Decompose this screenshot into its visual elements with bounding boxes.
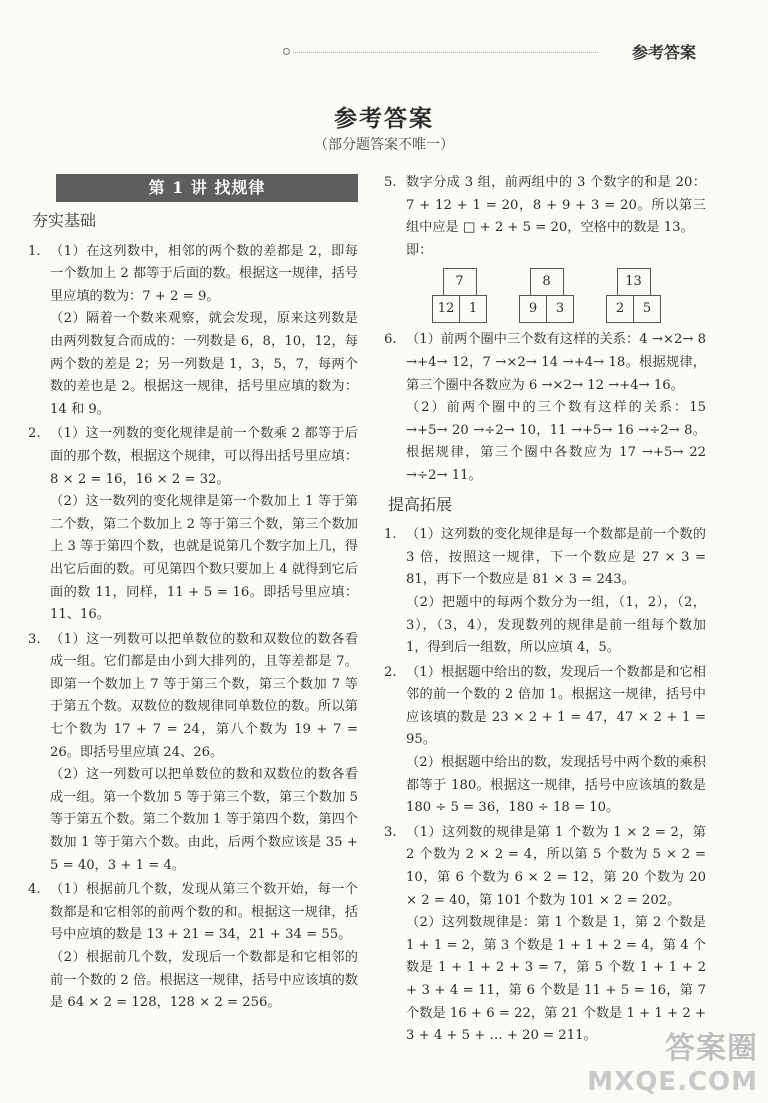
answer-number: 5. (384, 175, 397, 190)
answer-number: 2. (384, 664, 397, 680)
triangle-bottom-cell: 2 (606, 295, 634, 323)
triangle-top-cell: 8 (530, 268, 564, 296)
answer-paragraph: （2）根据前几个数，发现后一个数都是和它相邻的前一个数的 2 倍。根据这一规律，括号中应该填的数是 64 × 2 = 128，128 × 2 = 256。 (50, 950, 358, 1011)
running-header: 参考答案 (631, 43, 696, 62)
left-column (28, 174, 358, 1017)
triangle-bottom-cell: 9 (519, 295, 547, 323)
answer-item (28, 879, 358, 1015)
answer-item (384, 662, 706, 820)
triangle-bottom-row (606, 295, 661, 323)
answer-paragraph: 数字分成 3 组，前两组中的 3 个数字的和是 20：7 + 12 + 1 = 20，8 + 9 + 3 = 20。所以第三组中应是 □ + 2 + 5 = 20，空格中的数是 13。 (406, 175, 706, 236)
answer-item (28, 629, 358, 878)
answer-paragraph: （1）在这列数中，相邻的两个数的差都是 2，即每一个数加上 2 都等于后面的数。根据这一规律，括号里应填的数为：7 + 2 = 9。 (50, 243, 358, 304)
watermark-logo (587, 1023, 758, 1097)
answer-paragraph: （1）这列数的规律是第 1 个数为 1 × 2 = 2，第 2 个数为 2 × 2 = 4，所以第 5 个数为 5 × 2 = 10，第 6 个数为 6 × 2 = 12，第 20 个数为 20 × 2 = 40，第 101 个数为 101 × 2 = 202。 (406, 824, 706, 908)
answer-paragraph: （2）根据题中给出的数，发现括号中两个数的乘积都等于 180。根据这一规律，括号中应该填的数是 180 ÷ 5 = 36，180 ÷ 18 = 10。 (406, 755, 706, 816)
answer-number: 3. (28, 631, 41, 647)
answer-paragraph: （1）这一列数的变化规律是前一个数乘 2 都等于后面的那个数，根据这个规律，可以得出括号里应填：8 × 2 = 16，16 × 2 = 32。 (50, 426, 358, 487)
answer-number: 6. (384, 332, 397, 348)
number-triangle (606, 268, 661, 323)
section-heading-basic: 夯实基础 (32, 211, 97, 230)
answer-paragraph: （1）根据题中给出的数，发现后一个数都是和它相邻的前一个数的 2 倍加 1。根据这一规律，括号中应该填的数是 23 × 2 + 1 = 47，47 × 2 + 1 = 95。 (406, 664, 706, 748)
triangle-bottom-cell: 1 (459, 295, 487, 323)
watermark-text: 答案圈 (665, 1031, 758, 1066)
answer-paragraph: （2）隔着一个数来观察，就会发现，原来这列数是由两列数复合而成的：一列数是 6，8，10，12，每两个数的差是 2；另一列数是 1，3，5，7，每两个数的差也是 2。根据这一规律，括号里应填的数为：14 和 9。 (50, 311, 358, 417)
answer-item (384, 822, 706, 1048)
header-rule (293, 52, 598, 53)
triangle-bottom-row (432, 295, 487, 323)
triangle-bottom-row (519, 295, 574, 323)
answer-paragraph: 即： (406, 242, 433, 258)
answer-paragraph: （2）把题中的每两个数分为一组，（1，2），（2，3），（3，4），发现数列的规律是前一组每个数加 1，得到后一组数，所以应填 4，5。 (406, 594, 706, 656)
answer-list-5 (384, 172, 706, 262)
answer-paragraph: （1）前两个圈中三个数有这样的关系：4 →×2→ 8 →+4→ 12，7 →×2→ 14 →+4→ 18。根据规律，第三个圈中各数应为 6 →×2→ 12 →+4→ 16。 (406, 332, 706, 393)
answer-number: 1. (28, 243, 41, 259)
watermark-url: MXQE.COM (587, 1067, 758, 1097)
answer-number: 3. (384, 824, 397, 840)
answer-list-6 (384, 329, 706, 487)
advanced-answer-list (384, 524, 706, 1048)
lecture-banner: 第 1 讲 找规律 (56, 174, 358, 202)
answer-item (28, 423, 358, 626)
page-subtitle: （部分题答案不唯一） (314, 137, 454, 153)
triangle-bottom-cell: 5 (633, 295, 661, 323)
answer-paragraph: （2）这一数列的变化规律是第一个数加上 1 等于第二个数，第二个数加上 2 等于第三个数，第三个数加上 3 等于第四个数，也就是说第几个数字加上几，得出它后面的数。可见第四个数只要加上 4 就得到它后面的数 11，同样，11 + 5 = 16。即括号里应填：11、16。 (50, 494, 358, 623)
number-triangle (432, 268, 487, 323)
answer-paragraph: （1）根据前几个数，发现从第三个数开始，每一个数都是和它相邻的前两个数的和。根据这一规律，括号中应填的数是 13 + 21 = 34，21 + 34 = 55。 (50, 882, 358, 943)
answer-paragraph: （1）这一列数可以把单数位的数和双数位的数各看成一组。它们都是由小到大排列的，且等差都是 7。即第一个数加上 7 等于第三个数，第三个数加 7 等于第五个数。双数位的数规律同单数位的数。所以第七个数为 17 + 7 = 24，第八个数为 19 + 7 = 26。即括号里应填 24、26。 (50, 631, 358, 760)
triangle-top-cell: 13 (617, 268, 651, 296)
answer-item (384, 329, 706, 487)
section-heading-advanced: 提高拓展 (388, 494, 453, 514)
right-column (384, 172, 706, 1050)
answer-number: 4. (28, 882, 41, 898)
triangle-top-cell: 7 (443, 268, 477, 296)
answer-paragraph: （1）这列数的变化规律是每一个数都是前一个数的 3 倍，按照这一规律，下一个数应是 27 × 3 = 81，再下一个数应是 81 × 3 = 243。 (406, 527, 706, 588)
number-diagrams (432, 268, 706, 323)
triangle-bottom-cell: 12 (432, 295, 460, 323)
page-title: 参考答案 (334, 105, 434, 132)
number-triangle (519, 268, 574, 323)
answer-item (384, 524, 706, 660)
triangle-bottom-cell: 3 (546, 295, 574, 323)
answer-paragraph: （2）前两个圈中的三个数有这样的关系：15 →+5→ 20 →÷2→ 10，11 →+5→ 16 →÷2→ 8。根据规律，第三个圈中各数应为 17 →+5→ 22 →÷2→ 11。 (406, 400, 706, 483)
answer-paragraph: （2）这一列数可以把单数位的数和双数位的数各看成一组。第一个数加 5 等于第三个数，第三个数加 5 等于第五个数。第二个数加 1 等于第四个数，第四个数加 1 等于第六个数。由此，后两个数应该是 35 + 5 = 40，3 + 1 = 4。 (50, 767, 358, 873)
answer-number: 2. (28, 426, 41, 442)
header-dot (283, 48, 290, 55)
answer-number: 1. (384, 527, 397, 543)
answer-item (28, 241, 358, 422)
answer-item (384, 172, 706, 262)
answer-paragraph: （2）这列数规律是：第 1 个数是 1，第 2 个数是 1 + 1 = 2，第 3 个数是 1 + 1 + 2 = 4，第 4 个数是 1 + 1 + 2 + 3 = 7，第 5 个数 1 + 1 + 2 + 3 + 4 = 11，第 6 个数是 11 + 5 = 16，第 7 个数是 16 + 6 = 22，第 21 个数是 1 + 1 + 2 + 3 + 4 + 5 + … + 20 = 211。 (406, 915, 706, 1044)
left-answer-list (28, 241, 358, 1015)
